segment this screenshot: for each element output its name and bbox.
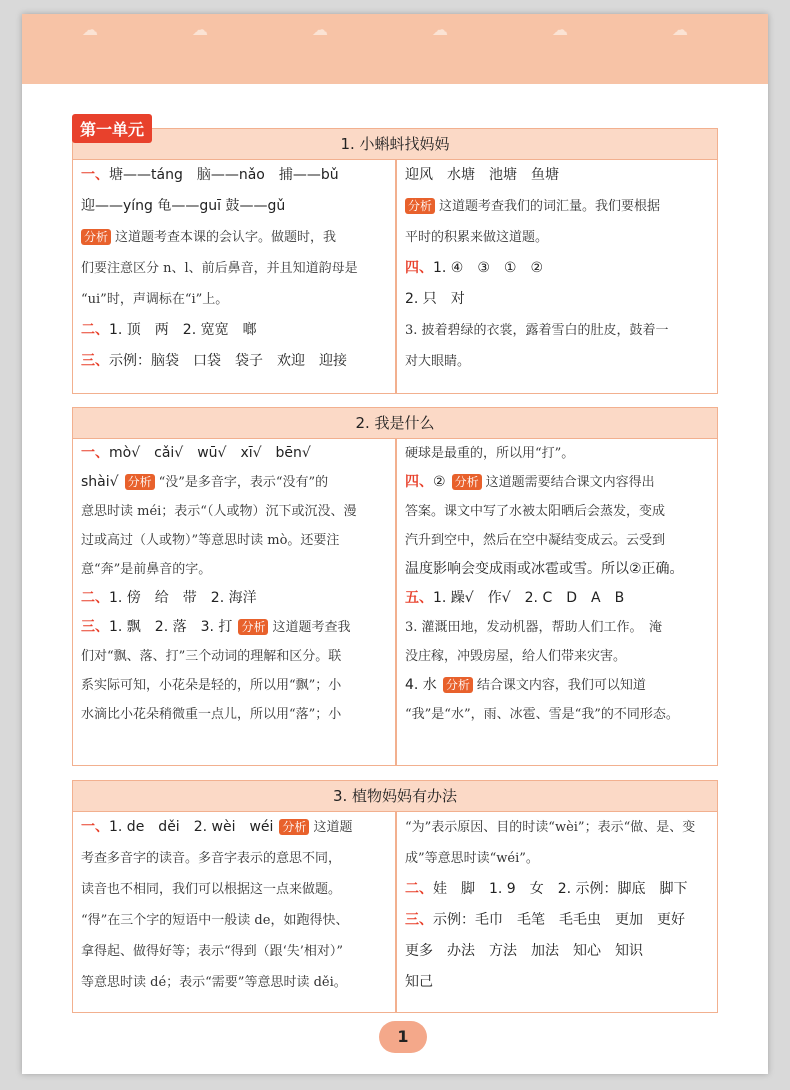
answer-line [397,439,717,468]
answer-line [73,874,395,905]
answer-line [397,497,717,526]
answer-text: 们要注意区分 n、l、前后鼻音，并且知道韵母是 [81,261,358,276]
answer-line [73,812,395,843]
analysis-badge: 分析 [452,474,482,490]
section-body [72,812,718,1013]
answer-line [397,967,717,998]
answer-line [397,700,717,729]
answer-text: 没庄稼，冲毁房屋，给人们带来灾害。 [405,649,627,664]
answer-text: 迎风 水塘 池塘 鱼塘 [405,167,559,183]
question-number: 一、 [81,167,109,183]
section-title: 2. 我是什么 [72,407,718,439]
page-number: 1 [379,1021,427,1053]
answer-line [397,843,717,874]
answer-line [397,160,717,191]
answer-line [397,253,717,284]
answer-text: “为”表示原因、目的时读“wèi”；表示“做、是、变 [405,820,696,835]
answer-line [397,315,717,346]
answer-line [73,936,395,967]
answer-line [397,905,717,936]
cloud-icon: ☁ [672,20,688,39]
question-number: 三、 [405,912,433,928]
answer-line [73,497,395,526]
section-1 [72,128,718,394]
cloud-icon: ☁ [552,20,568,39]
answer-line [73,843,395,874]
answer-text: 4. 水 [405,677,437,693]
answer-text: 系实际可知，小花朵是轻的，所以用“飘”；小 [81,678,342,693]
answer-text: 意思时读 méi；表示“（人或物）沉下或沉没、漫 [81,504,357,519]
answer-text: 拿得起、做得好等；表示“得到（跟‘失’相对）” [81,944,344,959]
answer-line [73,671,395,700]
cloud-icon: ☁ [192,20,208,39]
analysis-badge: 分析 [81,229,111,245]
answer-line [397,613,717,642]
answer-line [397,346,717,377]
top-decorative-band [22,14,768,84]
right-column [397,160,717,393]
answer-text: 示例：脑袋 口袋 袋子 欢迎 迎接 [109,353,347,369]
answer-text: 迎——yíng 龟——guī 鼓——gǔ [81,198,286,214]
answer-text: 娃 脚 1. 9 女 2. 示例：脚底 脚下 [433,881,688,897]
answer-text: 更多 办法 方法 加法 知心 知识 [405,943,643,959]
answer-line [73,613,395,642]
answer-text: 1. 躁√ 作√ 2. C D A B [433,590,625,606]
answer-text: 平时的积累来做这道题。 [405,230,549,245]
answer-line [397,642,717,671]
answer-line [73,284,395,315]
answer-text: “ui”时，声调标在“i”上。 [81,292,229,307]
answer-text: 3. 披着碧绿的衣裳，露着雪白的肚皮，鼓着一 [405,323,669,338]
section-body [72,439,718,766]
answer-text: 1. de děi 2. wèi wéi [109,819,274,835]
analysis-badge: 分析 [405,198,435,214]
question-number: 一、 [81,445,109,461]
question-number: 二、 [81,322,109,338]
answer-text: ② [433,474,446,490]
answer-line [73,346,395,377]
answer-text: shài√ [81,474,119,490]
answer-text: 1. 傍 给 带 2. 海洋 [109,590,257,606]
section-3 [72,780,718,1013]
section-2 [72,407,718,766]
answer-text: 1. 飘 2. 落 3. 打 [109,619,233,635]
answer-line [397,191,717,222]
answer-text: “我”是“水”，雨、冰雹、雪是“我”的不同形态。 [405,707,679,722]
answer-line [397,284,717,315]
analysis-text: 这道题需要结合课文内容得出 [485,475,655,490]
answer-line [73,584,395,613]
answer-line [73,468,395,497]
answer-text: 考查多音字的读音。多音字表示的意思不同， [81,851,342,866]
answer-line [73,526,395,555]
left-column [73,439,397,765]
answer-line [397,555,717,584]
question-number: 二、 [81,590,109,606]
right-column [397,439,717,765]
cloud-icon: ☁ [312,20,328,39]
answer-line [73,642,395,671]
answer-line [397,874,717,905]
answer-line [397,526,717,555]
cloud-icon: ☁ [82,20,98,39]
answer-text: 水滴比小花朵稍微重一点儿，所以用“落”；小 [81,707,342,722]
right-column [397,812,717,1012]
analysis-badge: 分析 [443,677,473,693]
section-title: 1. 小蝌蚪找妈妈 [72,128,718,160]
answer-text: 成”等意思时读“wéi”。 [405,851,539,866]
answer-text: 这道题考查我们的词汇量。我们要根据 [439,199,661,214]
question-number: 二、 [405,881,433,897]
answer-text: “得”在三个字的短语中一般读 de，如跑得快、 [81,913,349,928]
answer-line [73,439,395,468]
answer-text: 意“奔”是前鼻音的字。 [81,562,212,577]
answer-text: 过或高过（人或物）”等意思时读 mò。还要注 [81,533,340,548]
unit-label: 第一单元 [72,114,152,143]
answer-text: 温度影响会变成雨或冰雹或雪。所以②正确。 [405,561,684,577]
section-body [72,160,718,394]
question-number: 三、 [81,353,109,369]
left-column [73,160,397,393]
answer-text: 3. 灌溉田地，发动机器，帮助人们工作。 淹 [405,620,663,635]
answer-line [73,160,395,191]
answer-text: 硬球是最重的，所以用“打”。 [405,446,575,461]
answer-line [73,222,395,253]
answer-text: 知己 [405,974,433,990]
answer-line [73,555,395,584]
answer-text: 等意思时读 dé；表示“需要”等意思时读 děi。 [81,975,347,990]
answer-page [22,14,768,1074]
section-title: 3. 植物妈妈有办法 [72,780,718,812]
answer-text: 1. 顶 两 2. 宽宽 啷 [109,322,257,338]
question-number: 四、 [405,260,433,276]
left-column [73,812,397,1012]
answer-text: 示例：毛巾 毛笔 毛毛虫 更加 更好 [433,912,685,928]
analysis-text: 结合课文内容，我们可以知道 [476,678,646,693]
analysis-text: “没”是多音字，表示“没有”的 [158,475,329,490]
answer-text: 汽升到空中，然后在空中凝结变成云。云受到 [405,533,666,548]
answer-text: 塘——táng 脑——nǎo 捕——bǔ [109,167,339,183]
answer-text: 读音也不相同，我们可以根据这一点来做题。 [81,882,342,897]
answer-line [397,584,717,613]
answer-line [397,671,717,700]
answer-line [73,315,395,346]
cloud-icon: ☁ [432,20,448,39]
answer-text: mò√ cǎi√ wū√ xī√ bēn√ [109,445,311,461]
answer-text: 对大眼睛。 [405,354,471,369]
answer-line [73,253,395,284]
answer-line [397,222,717,253]
answer-line [397,468,717,497]
question-number: 四、 [405,474,433,490]
answer-text: 2. 只 对 [405,291,465,307]
question-number: 三、 [81,619,109,635]
answer-text: 这道题考查本课的会认字。做题时，我 [115,230,337,245]
answer-text: 1. ④ ③ ① ② [433,260,544,276]
analysis-badge: 分析 [238,619,268,635]
analysis-badge: 分析 [279,819,309,835]
analysis-badge: 分析 [125,474,155,490]
answer-line [397,812,717,843]
answer-text: 们对“飘、落、打”三个动词的理解和区分。联 [81,649,342,664]
answer-text: 答案。课文中写了水被太阳晒后会蒸发，变成 [405,504,666,519]
analysis-text: 这道题 [313,820,353,835]
question-number: 一、 [81,819,109,835]
analysis-text: 这道题考查我 [272,620,351,635]
answer-line [397,936,717,967]
answer-line [73,191,395,222]
question-number: 五、 [405,590,433,606]
answer-line [73,967,395,998]
answer-line [73,700,395,729]
answer-line [73,905,395,936]
